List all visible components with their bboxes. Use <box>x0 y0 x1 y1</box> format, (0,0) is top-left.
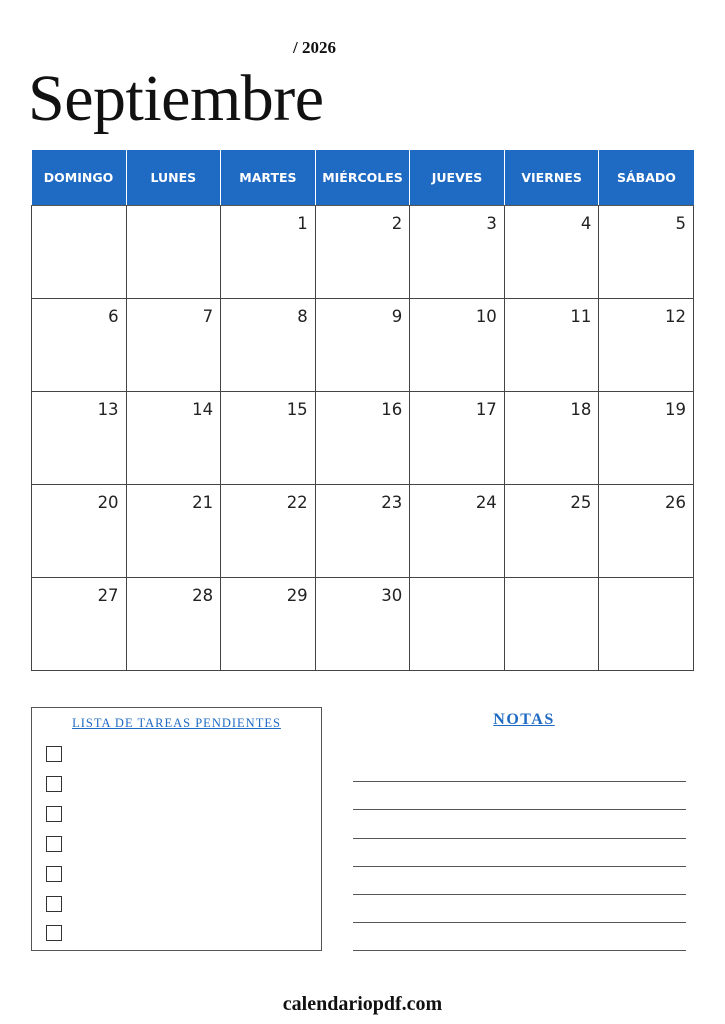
day-number: 25 <box>570 493 592 512</box>
day-cell <box>599 392 694 485</box>
day-cell <box>410 206 505 299</box>
weekday-header: LUNES <box>126 150 221 206</box>
day-cell <box>221 392 316 485</box>
todo-checkbox[interactable] <box>46 836 62 852</box>
day-number: 9 <box>391 307 403 326</box>
day-cell <box>126 485 221 578</box>
weekday-header: SÁBADO <box>599 150 694 206</box>
notes-line <box>353 838 686 839</box>
todo-checkbox[interactable] <box>46 776 62 792</box>
day-number: 5 <box>675 214 686 233</box>
day-number: 15 <box>286 400 308 419</box>
calendar-grid <box>31 150 694 671</box>
notes-line <box>353 781 686 782</box>
day-cell <box>126 206 221 299</box>
week-row <box>32 299 694 392</box>
day-number: 28 <box>192 586 214 605</box>
notes-title: NOTAS <box>493 711 555 728</box>
weekday-header: DOMINGO <box>32 150 127 206</box>
day-number: 13 <box>97 400 119 419</box>
day-number: 1 <box>297 214 308 233</box>
day-number: 10 <box>475 307 497 326</box>
day-cell <box>504 392 599 485</box>
todo-checkbox[interactable] <box>46 806 62 822</box>
day-number <box>410 578 504 606</box>
day-cell <box>32 206 127 299</box>
day-cell <box>504 485 599 578</box>
weekday-header: VIERNES <box>504 150 599 206</box>
day-cell <box>504 206 599 299</box>
site-footer: calendariopdf.com <box>282 993 443 1015</box>
day-cell <box>221 299 316 392</box>
todo-checkbox[interactable] <box>46 866 62 882</box>
day-number: 8 <box>297 307 308 326</box>
day-number: 19 <box>665 400 686 419</box>
day-cell <box>315 206 410 299</box>
day-number <box>599 578 693 606</box>
day-cell <box>410 392 505 485</box>
day-cell <box>504 299 599 392</box>
day-cell <box>315 578 410 671</box>
day-number: 20 <box>97 493 119 512</box>
notes-line <box>353 809 686 810</box>
day-number: 12 <box>665 307 686 326</box>
notes-line <box>353 922 686 923</box>
day-cell <box>599 299 694 392</box>
day-cell <box>410 485 505 578</box>
day-number: 29 <box>286 586 308 605</box>
day-number: 2 <box>391 214 403 233</box>
month-title: Septiembre <box>28 62 324 135</box>
day-number: 17 <box>475 400 497 419</box>
day-cell <box>126 578 221 671</box>
todo-checkbox[interactable] <box>46 925 62 941</box>
day-cell <box>32 299 127 392</box>
day-number <box>505 578 599 606</box>
day-cell <box>315 392 410 485</box>
day-number: 11 <box>570 307 592 326</box>
day-number: 22 <box>286 493 308 512</box>
day-cell <box>32 578 127 671</box>
day-cell <box>410 578 505 671</box>
day-number: 24 <box>475 493 497 512</box>
day-cell <box>599 206 694 299</box>
notes-line <box>353 866 686 867</box>
day-cell <box>599 578 694 671</box>
year-label: / 2026 <box>293 38 336 57</box>
weekday-header: MARTES <box>221 150 316 206</box>
todo-list-box <box>31 707 322 951</box>
day-number: 18 <box>570 400 592 419</box>
day-cell <box>599 485 694 578</box>
weekday-header: MIÉRCOLES <box>315 150 410 206</box>
day-cell <box>315 485 410 578</box>
day-number: 16 <box>381 400 403 419</box>
week-row <box>32 392 694 485</box>
day-number: 27 <box>97 586 119 605</box>
day-number: 14 <box>192 400 214 419</box>
day-number: 3 <box>486 214 497 233</box>
day-number <box>32 206 126 234</box>
day-cell <box>221 206 316 299</box>
day-cell <box>32 392 127 485</box>
day-cell <box>126 299 221 392</box>
day-number: 26 <box>665 493 686 512</box>
day-number: 23 <box>381 493 403 512</box>
day-cell <box>221 485 316 578</box>
day-number: 30 <box>381 586 403 605</box>
week-row <box>32 578 694 671</box>
weekday-header: JUEVES <box>410 150 505 206</box>
day-cell <box>221 578 316 671</box>
todo-list-title: LISTA DE TAREAS PENDIENTES <box>72 716 281 730</box>
day-cell <box>504 578 599 671</box>
day-cell <box>126 392 221 485</box>
notes-line <box>353 950 686 951</box>
day-cell <box>410 299 505 392</box>
notes-line <box>353 894 686 895</box>
week-row <box>32 206 694 299</box>
day-number: 7 <box>202 307 214 326</box>
day-number <box>127 206 221 234</box>
day-cell <box>32 485 127 578</box>
todo-checkbox[interactable] <box>46 746 62 762</box>
week-row <box>32 485 694 578</box>
todo-checkbox[interactable] <box>46 896 62 912</box>
day-number: 6 <box>108 307 119 326</box>
day-number: 21 <box>192 493 214 512</box>
day-number: 4 <box>580 214 592 233</box>
day-cell <box>315 299 410 392</box>
weekday-header-row <box>32 150 694 206</box>
